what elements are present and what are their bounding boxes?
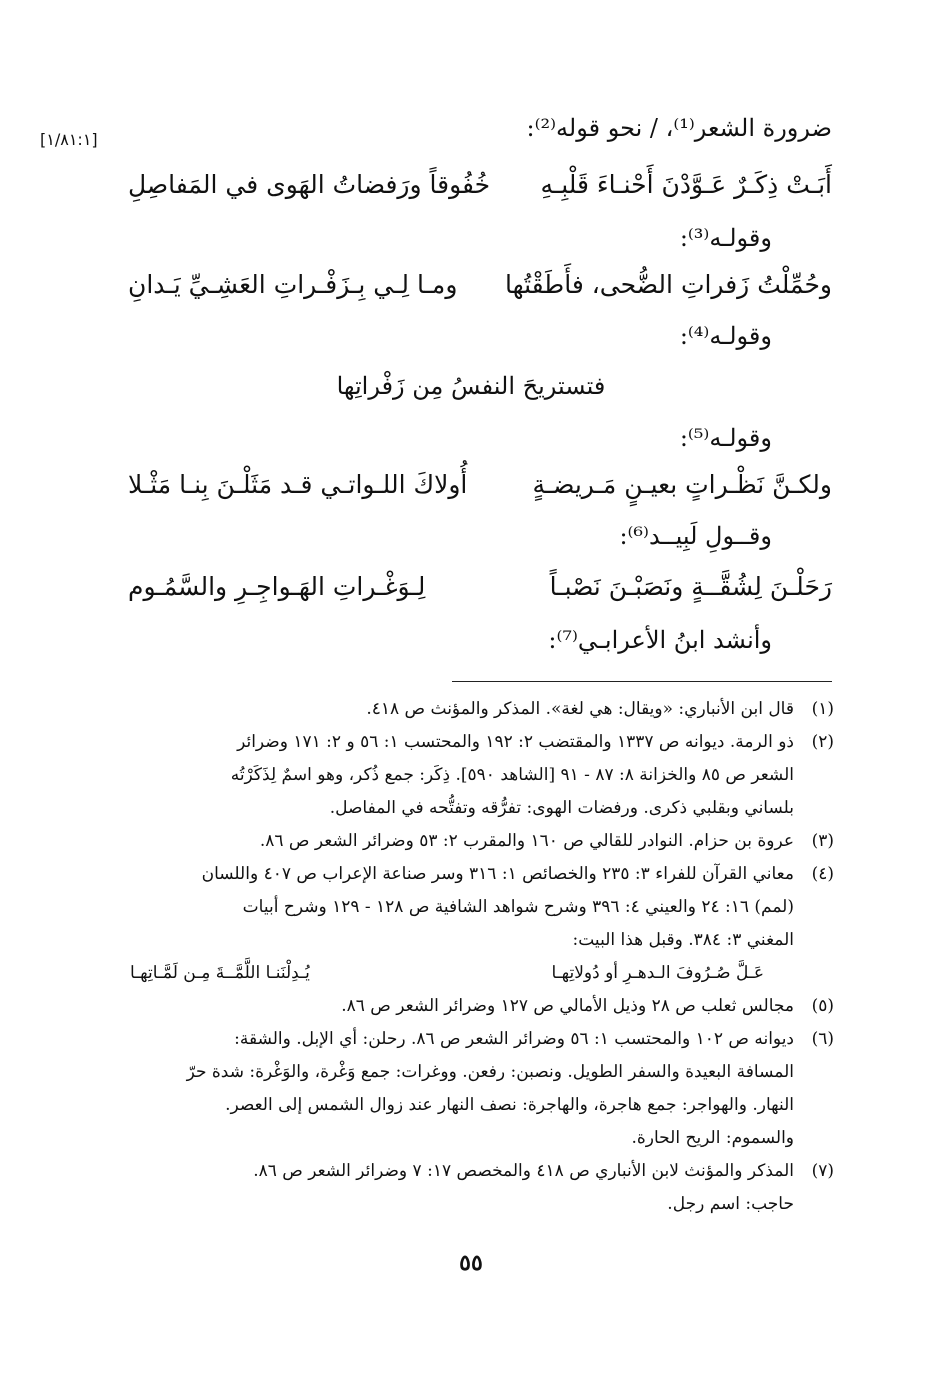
verse-1-second-hemistich: خُفُوقاً ورَفضاتُ الهَوى في المَفاصِلِ — [128, 170, 491, 199]
footnote-number: (٥) — [811, 996, 834, 1016]
footnote-line: قال ابن الأنباري: «ويقال: هي لغة». المذكر والمؤنث ص ٤١٨. — [366, 699, 794, 719]
footnote-line: المسافة البعيدة والسفر الطويل. ونصبن: رفعن. ووغرات: جمع وَغْرة، والوَغْرة: شدة حرّ — [186, 1062, 794, 1082]
footnote-line: النهار. والهواجر: جمع هاجرة، والهاجرة: نصف النهار عند زوال الشمس إلى العصر. — [225, 1095, 794, 1115]
verse-2-first-hemistich: وحُمِّلْتُ زَفراتِ الضُّحى، فأَطَقْتُها — [504, 270, 832, 299]
footnote-line: الشعر ص ٨٥ والخزانة ٨: ٨٧ - ٩١ [الشاهد ٥٩٠]. ذِكَر: جمع ذُكر، وهو اسمٌ لِذَكَرْتُه — [230, 765, 794, 785]
quote-intro-2: وقولـه⁽³⁾: — [679, 224, 772, 252]
footnote — [130, 1155, 834, 1221]
quote-intro-3: وقولـه⁽⁴⁾: — [679, 322, 772, 350]
footnote-line: المذكر والمؤنث لابن الأنباري ص ٤١٨ والمخصص ١٧: ٧ وضرائر الشعر ص ٨٦. — [253, 1161, 794, 1181]
footnote — [130, 1023, 834, 1155]
quote-intro-4: وقولـه⁽⁵⁾: — [679, 424, 772, 452]
footnote-line: مجالس ثعلب ص ٢٨ وذيل الأمالي ص ١٢٧ وضرائر الشعر ص ٨٦. — [341, 996, 794, 1016]
verse-4-first-hemistich: ولكـنَّ نَظْـراتٍ بعيـنٍ مَـريضـةٍ — [532, 470, 832, 499]
footnote-line: بلساني وبقلبي ذكرى. ورفضات الهوى: تفرُّقه وتفتُّحه في المفاصل. — [329, 798, 794, 818]
footnotes — [130, 693, 834, 1221]
footnote — [130, 858, 834, 990]
footnote — [130, 693, 834, 726]
footnote-number: (٢) — [811, 732, 834, 752]
footnote — [130, 726, 834, 825]
quote-intro-5: وقــولِ لَبِيــد⁽⁶⁾: — [619, 522, 772, 550]
footnote — [130, 990, 834, 1023]
intro-line: ضرورة الشعر⁽¹⁾، / نحو قوله⁽²⁾: — [526, 114, 832, 142]
footnote-line: المغني ٣: ٣٨٤. وقبل هذا البيت: — [572, 930, 794, 950]
page-number: ٥٥ — [459, 1250, 483, 1276]
footnote-line: (لمم) ١٦: ٢٤ والعيني ٤: ٣٩٦ وشرح شواهد الشافية ص ١٢٨ - ١٢٩ وشرح أبيات — [242, 897, 794, 917]
verse-3: فتستريحَ النفسُ مِن زَفْراتِها — [336, 372, 606, 400]
quote-intro-6: وأنشد ابنُ الأعرابـي⁽⁷⁾: — [548, 626, 772, 654]
footnote-line: ديوانه ص ١٠٢ والمحتسب ١: ٥٦ وضرائر الشعر ص ٨٦. رحلن: أي الإبل. والشقة: — [234, 1029, 794, 1049]
verse-5-second-hemistich: لِـوَغْـراتِ الهَـواجِـرِ والسَّمُـوم — [128, 572, 426, 601]
verse-4-second-hemistich: أُولاكَ اللـواتـي قـد مَثَلْـنَ بِنـا مَثْـلا — [128, 470, 468, 499]
footnote-verse-first: عَـلَّ صُـرُوفَ الـدهـرِ أو دُولاتِهـا — [551, 963, 764, 983]
footnote-number: (٤) — [811, 864, 834, 884]
footnote-line: معاني القرآن للفراء ٣: ٢٣٥ والخصائص ١: ٣١٦ وسر صناعة الإعراب ص ٤٠٧ واللسان — [201, 864, 794, 884]
footnote-number: (٧) — [811, 1161, 834, 1181]
footnote-number: (٦) — [811, 1029, 834, 1049]
footnote-line: عروة بن حزام. النوادر للقالي ص ١٦٠ والمقرب ٢: ٥٣ وضرائر الشعر ص ٨٦. — [259, 831, 794, 851]
footnote-line: والسموم: الريح الحارة. — [631, 1128, 794, 1148]
footnote-divider — [452, 681, 832, 682]
footnote-number: (١) — [811, 699, 834, 719]
footnote-number: (٣) — [811, 831, 834, 851]
footnote-line: حاجب: اسم رجل. — [667, 1194, 794, 1214]
verse-5-first-hemistich: رَحَلْـنَ لِشُقَّــةٍ ونَصَبْـنَ نَصْبـاً — [549, 572, 832, 601]
verse-1-first-hemistich: أَبَـتْ ذِكَـرٌ عَـوَّدْنَ أَحْنـاءَ قَلْبِـهِ — [540, 170, 832, 199]
verse-2-second-hemistich: ومـا لِـي بِـزَفْـراتِ العَشِـيِّ يَـدانِ — [128, 270, 458, 299]
footnote-line: ذو الرمة. ديوانه ص ١٣٣٧ والمقتضب ٢: ١٩٢ والمحتسب ١: ٥٦ و ٢: ١٧١ وضرائر — [237, 732, 794, 752]
footnote-verse — [130, 957, 794, 990]
page-reference: [١/٨١:١] — [40, 130, 98, 149]
footnote-verse-second: يُـدِلْنَنـا اللَّمَّــةَ مِـن لَمَّـاتِهـا — [130, 963, 310, 983]
footnote — [130, 825, 834, 858]
